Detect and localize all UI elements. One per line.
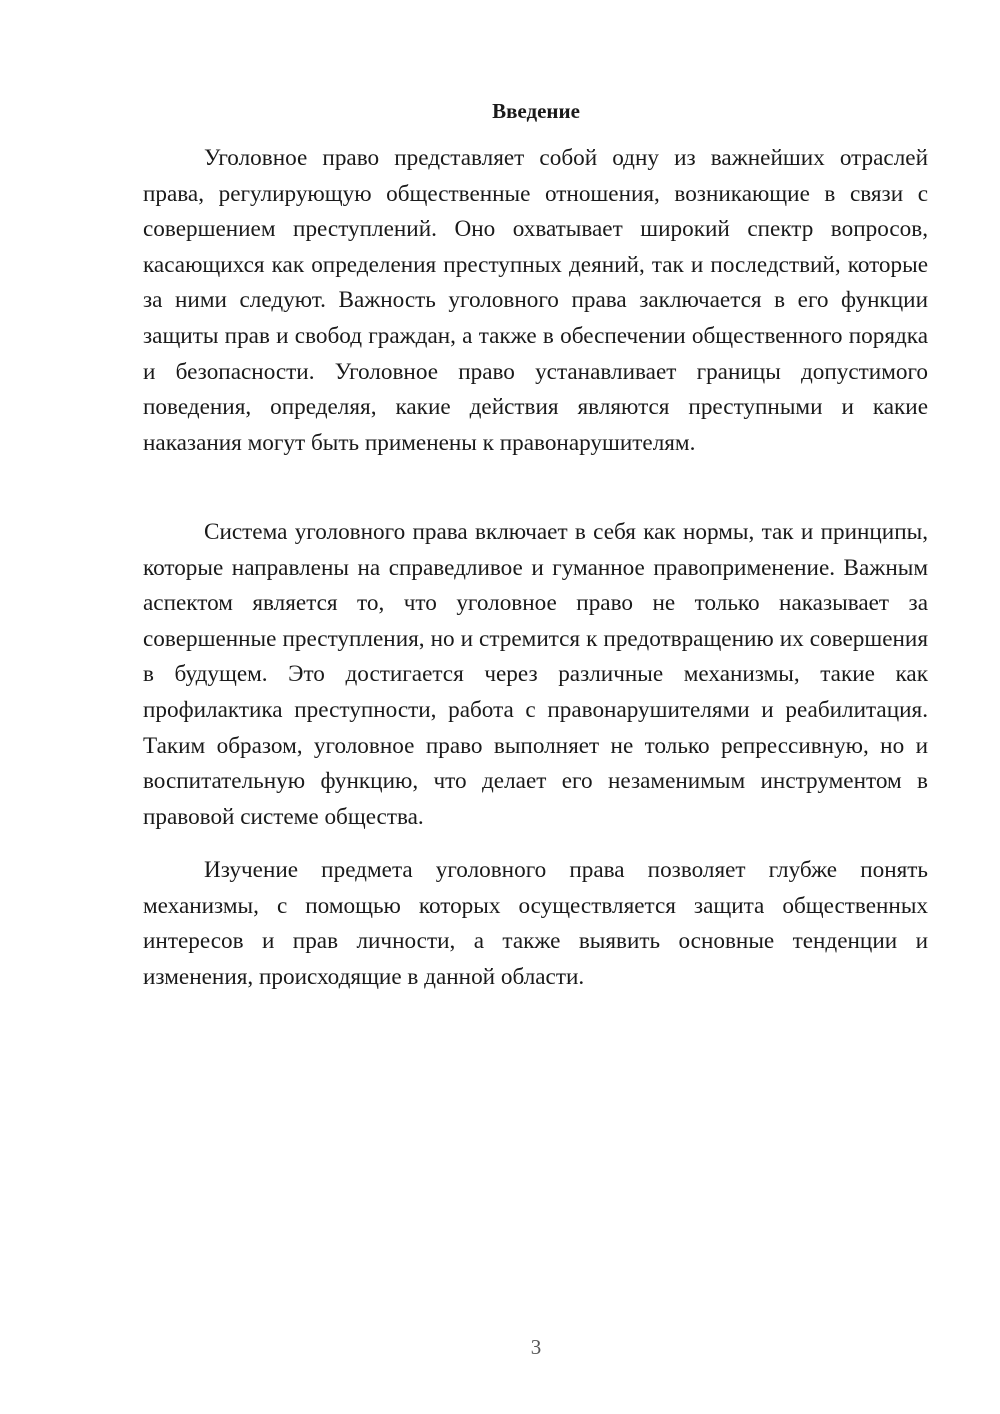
section-title: Введение [492, 99, 580, 123]
paragraph-1: Уголовное право представляет собой одну из важнейших отраслей права, регулирующую общественные отношения, возникающие в связи с совершением преступлений. Оно охватывает широкий спектр вопросов, касающихся как определения преступных деяний, так и последствий, которые за ними следуют. Важность уголовного права заключается в его функции защиты прав и свобод граждан, а также в обеспечении общественного порядка и безопасности. Уголовное право устанавливает границы допустимого поведения, определяя, какие действия являются преступными и какие наказания могут быть применены к правонарушителям. [143, 145, 928, 456]
paragraph-2: Система уголовного права включает в себя как нормы, так и принципы, которые направлены на справедливое и гуманное правоприменение. Важным аспектом является то, что уголовное право не только наказывает за совершенные преступления, но и стремится к предотвращению их совершения в будущем. Это достигается через различные механизмы, такие как профилактика преступности, работа с правонарушителями и реабилитация. Таким образом, уголовное право выполняет не только репрессивную, но и воспитательную функцию, что делает его незаменимым инструментом в правовой системе общества. [143, 519, 928, 830]
page-number: 3 [530, 1335, 542, 1359]
paragraph-3: Изучение предмета уголовного права позволяет глубже понять механизмы, с помощью которых осуществляется защита общественных интересов и прав личности, а также выявить основные тенденции и изменения, происходящие в данной области. [143, 857, 928, 990]
